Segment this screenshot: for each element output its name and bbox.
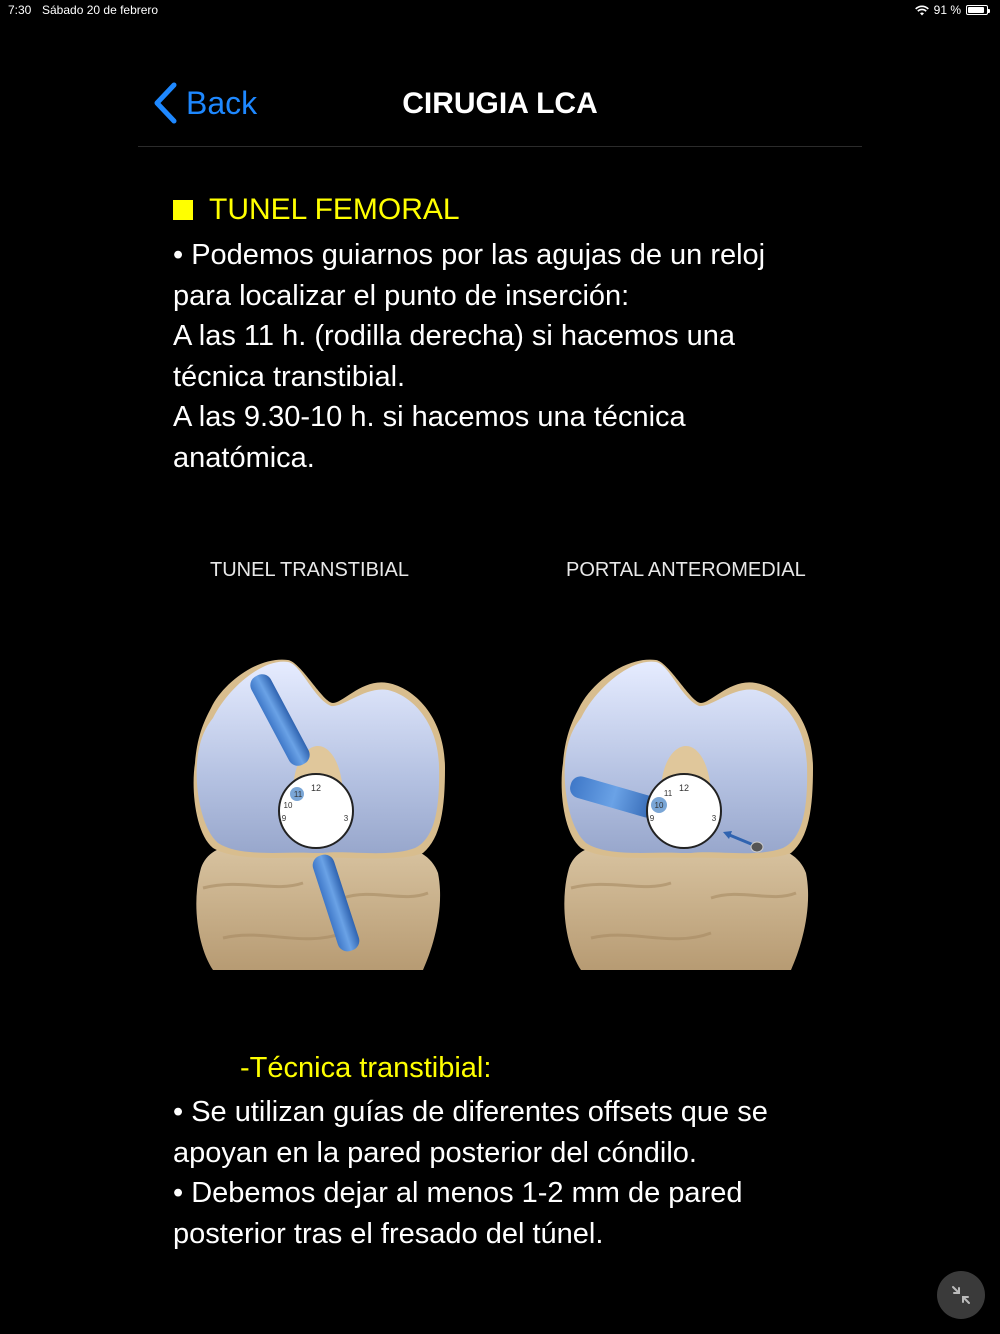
wifi-icon xyxy=(915,5,929,16)
status-bar xyxy=(0,0,1000,20)
paragraph-clock-guide xyxy=(173,235,765,479)
clock-number-3: 3 xyxy=(343,814,349,823)
square-bullet-icon xyxy=(173,200,193,220)
battery-percent: 91 % xyxy=(933,3,961,17)
knee-illustration-anteromedial xyxy=(551,648,821,973)
text-line: técnica transtibial. xyxy=(173,360,406,393)
text-line: apoyan en la pared posterior del cóndilo. xyxy=(173,1136,697,1169)
subsection-heading: -Técnica transtibial: xyxy=(240,1052,492,1084)
clock-number-12: 12 xyxy=(678,783,690,793)
figure-label-anteromedial: PORTAL ANTEROMEDIAL xyxy=(566,559,806,581)
nav-bar xyxy=(138,60,862,147)
text-line: A las 9.30-10 h. si hacemos una técnica xyxy=(173,401,686,434)
text-line: A las 11 h. (rodilla derecha) si hacemos una xyxy=(173,320,736,353)
back-label: Back xyxy=(186,84,258,121)
clock-number-3: 3 xyxy=(711,814,717,823)
text-line: • Se utilizan guías de diferentes offsets que se xyxy=(173,1096,768,1128)
collapse-arrows-icon xyxy=(950,1284,972,1306)
clock-number-9: 9 xyxy=(649,814,655,823)
figure-label-transtibial: TUNEL TRANSTIBIAL xyxy=(210,559,409,581)
knee-illustration-transtibial xyxy=(183,648,453,973)
status-date: Sábado 20 de febrero xyxy=(42,3,159,17)
text-line: • Debemos dejar al menos 1-2 mm de pared xyxy=(173,1177,743,1210)
text-line: anatómica. xyxy=(173,441,315,474)
battery-level xyxy=(968,7,984,13)
battery-icon xyxy=(966,5,988,15)
clock-number-12: 12 xyxy=(310,783,322,793)
page-title: CIRUGIA LCA xyxy=(402,87,598,120)
tibia-shape xyxy=(564,846,808,970)
clock-number-11: 11 xyxy=(293,790,303,799)
clock-face xyxy=(279,774,353,848)
clock-number-10: 10 xyxy=(654,801,664,810)
section-heading-text: TUNEL FEMORAL xyxy=(209,193,460,226)
clock-number-11: 11 xyxy=(663,789,673,798)
section-heading xyxy=(173,193,460,227)
clock-face xyxy=(647,774,721,848)
clock-number-10: 10 xyxy=(283,801,293,810)
status-right xyxy=(915,3,988,17)
status-time: 7:30 xyxy=(8,3,32,17)
text-line: para localizar el punto de inserción: xyxy=(173,279,630,312)
paragraph-transtibial-technique xyxy=(173,1092,768,1254)
text-line: posterior tras el fresado del túnel. xyxy=(173,1217,604,1250)
text-line: • Podemos guiarnos por las agujas de un reloj xyxy=(173,239,766,271)
collapse-button[interactable] xyxy=(937,1271,985,1319)
clock-number-9: 9 xyxy=(281,814,287,823)
